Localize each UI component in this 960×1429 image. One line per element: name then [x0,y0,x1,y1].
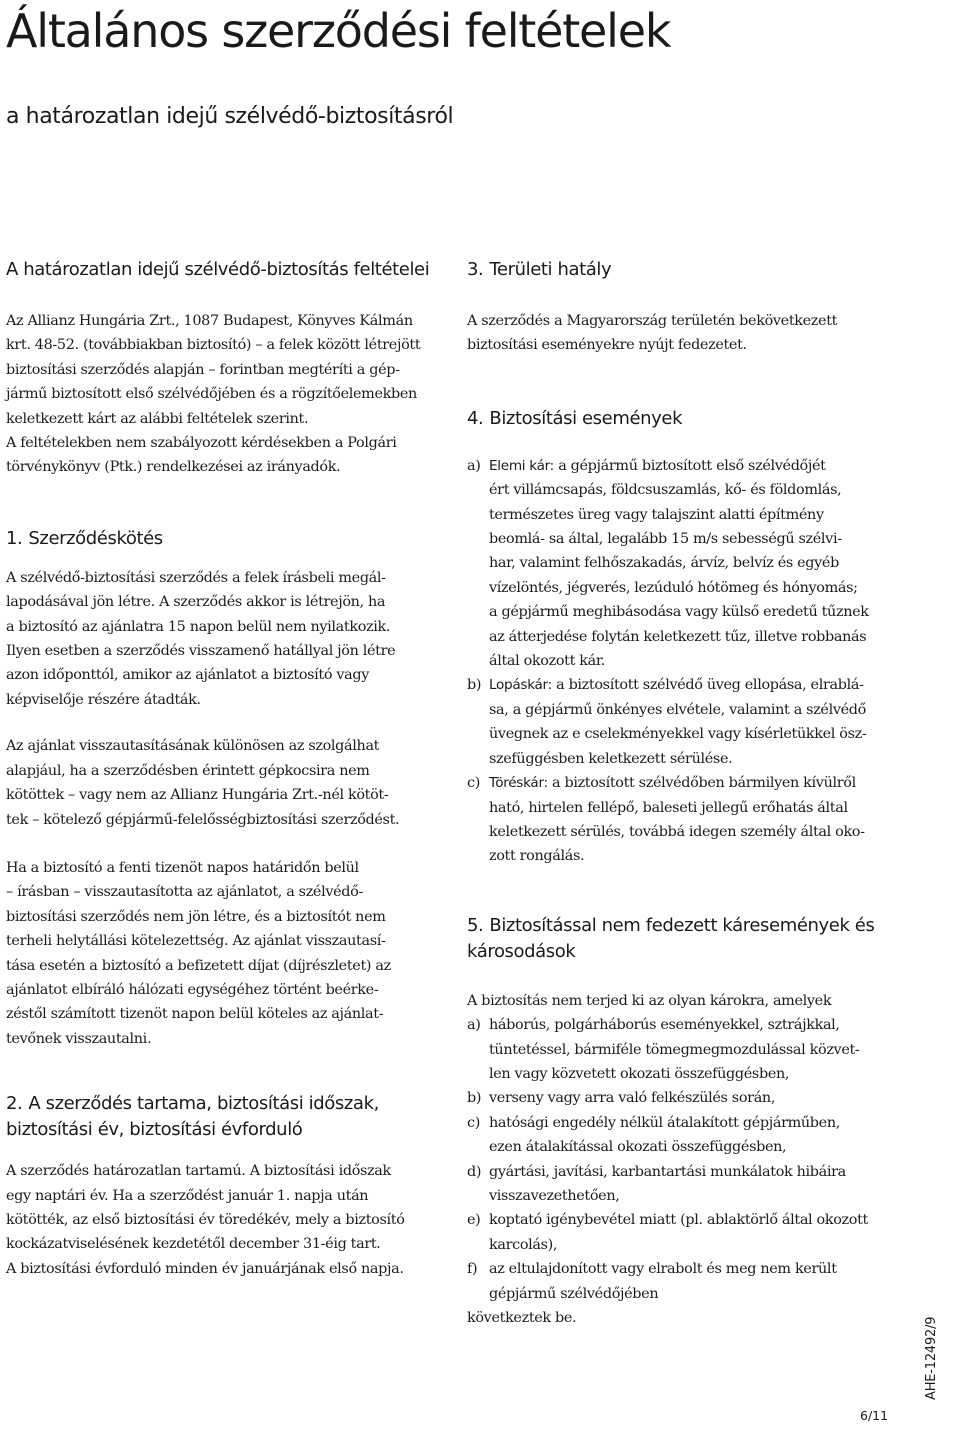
section-5-intro: A biztosítás nem terjed ki az olyan károkra, amelyek [467,992,832,1009]
text-line: – írásban – visszautasította az ajánlatot, a szélvédő- [6,884,363,901]
text-line: azon időponttól, amikor az ajánlatot a biztosító vagy [6,667,370,684]
text-line: krt. 48-52. (továbbiakban biztosító) – a felek között létrejött [6,337,421,354]
exclusion-item-e [467,1208,897,1257]
item-label: b) [467,1090,482,1107]
section-2-paragraph [6,1159,434,1281]
text-line: keletkezett kárt az alábbi feltételek szerint. [6,410,309,427]
text-line: kötötték, az első biztosítási év töredékév, mely a biztosító [6,1211,405,1228]
section-heading-1 [6,526,434,552]
section-number: 5. [467,914,484,936]
text-line: tevőnek visszautalni. [6,1030,152,1047]
text-line: beomlá- sa által, legalább 15 m/s sebességű szélvi- [489,531,842,548]
text-line: ható, hirtelen fellépő, baleseti jellegű erőhatás által [489,799,848,816]
text-line: a gépjármű meghibásodása vagy külső eredetű tűznek [489,604,869,621]
text-line: A szerződés a Magyarország területén bekövetkezett [467,313,838,329]
left-column [6,257,434,1281]
item-term: Elemi kár: [489,457,554,474]
text-line: A biztosítási évforduló minden év januárjának első napja. [6,1260,404,1277]
text-line: koptató igénybevétel miatt (pl. ablaktörlő által okozott [489,1212,868,1229]
document-title: Általános szerződési feltételek [6,4,671,58]
text-line: által okozott kár. [489,653,606,670]
intro-heading: A határozatlan idejű szélvédő-biztosítás feltételei [6,259,430,280]
section-title-line: Biztosítással nem fedezett káresemények és [489,914,875,936]
text-line: Ha a biztosító a fenti tizenöt napos határidőn belül [6,859,359,876]
event-item-c [467,771,897,869]
section-heading-2 [6,1091,434,1143]
section-1-paragraph-3 [6,856,434,1051]
exclusion-item-a [467,1013,897,1086]
section-title-line: károsodások [467,940,576,962]
item-text: a biztosított szélvédőben bármilyen kívülről [547,775,856,792]
text-line: visszavezethetően, [489,1187,620,1204]
section-heading-3 [467,257,897,283]
text-line [489,673,897,697]
text-line: zott rongálás. [489,848,585,865]
text-line: kockázatviselésének kezdetétől december 31-éig tart. [6,1236,381,1253]
text-line: Az Allianz Hungária Zrt., 1087 Budapest, Könyves Kálmán [6,313,413,329]
section-title: Területi hatály [489,259,612,280]
section-number: 1. [6,527,23,549]
section-title-line: A szerződés tartama, biztosítási időszak, [28,1093,379,1115]
intro-paragraph [6,309,434,480]
text-line: lapodásával jön létre. A szerződés akkor is létrejön, ha [6,594,386,611]
item-label: c) [467,1114,480,1131]
text-line: az átterjedése folytán keletkezett tűz, illetve robbanás [489,628,867,645]
item-label: b) [467,677,482,694]
text-line: A szerződés határozatlan tartamú. A biztosítási időszak [6,1163,391,1180]
text-line: háborús, polgárháborús eseményekkel, sztrájkkal, [489,1017,840,1034]
text-line: A szélvédő-biztosítási szerződés a felek írásbeli megál- [6,569,386,586]
text-line: Az ajánlat visszautasításának különösen az szolgálhat [6,738,380,755]
item-label: d) [467,1163,482,1180]
text-line: terheli helytállási kötelezettség. Az ajánlat visszautasí- [6,933,386,950]
text-line: A feltételekben nem szabályozott kérdésekben a Polgári [6,435,397,452]
text-line: hatósági engedély nélkül átalakított gépjárműben, [489,1114,840,1131]
text-line: ezen átalakítással okozati összefüggésben, [489,1139,787,1156]
exclusion-item-d [467,1160,897,1209]
item-label: c) [467,775,480,792]
text-line: biztosítási eseményekre nyújt fedezetet. [467,337,747,354]
text-line: sa, a gépjármű önkényes elvétele, valamint a szélvédő [489,701,866,718]
item-text: a biztosított szélvédő üveg ellopása, elrablá- [551,677,864,694]
section-3-paragraph [467,309,897,358]
text-line: tek – kötelező gépjármű-felelősségbiztosítási szerződést. [6,811,400,828]
text-line: egy naptári év. Ha a szerződést január 1. napja után [6,1187,369,1204]
text-line: gépjármű szélvédőjében [489,1285,659,1302]
text-line [489,771,897,795]
text-line: alapjául, ha a szerződésben érintett gépkocsira nem [6,762,370,779]
text-line [489,454,897,478]
item-label: a) [467,457,481,474]
text-line: biztosítási szerződés alapján – forintban megtéríti a gép- [6,361,400,378]
text-line: len vagy közvetett okozati összefüggésben, [489,1065,790,1082]
text-line: tása esetén a biztosító a befizetett díjat (díjrészletet) az [6,957,391,974]
text-line: képviselője részére átadták. [6,691,201,708]
text-line: har, valamint felhőszakadás, árvíz, belvíz és egyéb [489,555,839,572]
text-line: a biztosító az ajánlatra 15 napon belül nem nyilatkozik. [6,618,391,635]
section-number: 4. [467,407,484,429]
text-line: jármű biztosított első szélvédőjében és a rögzítőelemekben [6,386,417,403]
right-column [467,257,897,1330]
text-line: biztosítási szerződés nem jön létre, és a biztosítót nem [6,908,386,925]
text-line: verseny vagy arra való felkészülés során, [489,1090,776,1107]
event-item-a [467,454,897,674]
section-number: 2. [6,1093,23,1115]
page-number: 6/11 [860,1408,889,1423]
text-line: természetes üreg vagy talajszint alatti építmény [489,506,824,523]
text-line: zéstől számított tizenöt napon belül köteles az ajánlat- [6,1006,384,1023]
text-line: Ilyen esetben a szerződés visszamenő hatállyal jön létre [6,643,396,660]
section-heading-5 [467,913,897,965]
text-line: az eltulajdonított vagy elrabolt és meg nem került [489,1261,837,1278]
section-title: Szerződéskötés [28,527,163,549]
text-line: ért villámcsapás, földcsuszamlás, kő- és földomlás, [489,482,842,499]
text-line: gyártási, javítási, karbantartási munkálatok hibáira [489,1163,846,1180]
item-label: f) [467,1261,478,1278]
event-item-b [467,673,897,771]
section-heading-4 [467,406,897,432]
exclusion-item-b [467,1086,897,1110]
text-line: szefüggésben keletkezett sérülése. [489,750,733,767]
text-line: karcolás), [489,1236,558,1253]
exclusion-item-f [467,1257,897,1306]
text-line: vízelöntés, jégverés, lezúduló hótömeg és hónyomás; [489,579,858,596]
exclusion-item-c [467,1111,897,1160]
document-code: AHE-12492/9 [924,1316,939,1400]
item-text: a gépjármű biztosított első szélvédőjét [553,457,826,474]
item-label: e) [467,1212,481,1229]
text-line: törvénykönyv (Ptk.) rendelkezései az irányadók. [6,459,341,476]
item-label: a) [467,1017,481,1034]
item-term: Töréskár: [489,775,548,792]
section-1-paragraph-1 [6,566,434,712]
text-line: ajánlatot elbíráló hálózati egységéhez történt beérke- [6,981,379,998]
section-number: 3. [467,259,484,280]
text-line: üvegnek az e cselekményekkel vagy kísérletükkel ösz- [489,726,867,743]
section-1-paragraph-2 [6,734,434,832]
section-5-outro: következtek be. [467,1310,577,1326]
document-subtitle: a határozatlan idejű szélvédő-biztosításról [6,104,454,129]
text-line: keletkezett sérülés, továbbá idegen személy által oko- [489,823,865,840]
item-term: Lopáskár: [489,677,552,694]
section-title: Biztosítási események [489,407,683,429]
text-line: tüntetéssel, bármiféle tömegmegmozdulással közvet- [489,1041,860,1058]
section-title-line: biztosítási év, biztosítási évforduló [6,1119,303,1141]
text-line: kötöttek – vagy nem az Allianz Hungária Zrt.-nél kötöt- [6,787,389,804]
